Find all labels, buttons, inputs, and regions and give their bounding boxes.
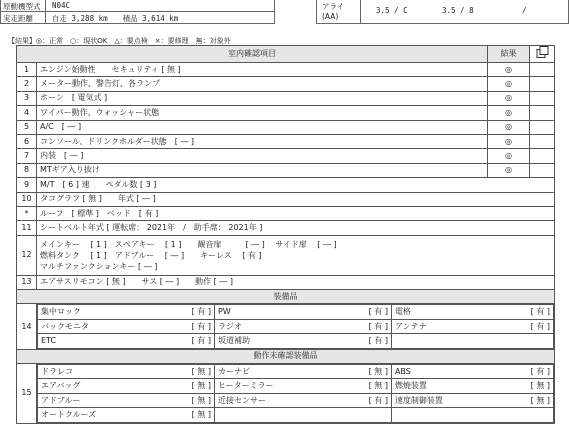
- row-result: ◎: [488, 106, 530, 120]
- unverified-value: [ 無 ]: [520, 393, 553, 407]
- equipment-value: [ 有 ]: [359, 319, 392, 333]
- header-rule: [0, 11, 275, 12]
- unverified-name: 速度制御装置: [391, 393, 520, 407]
- unverified-name: エアバッグ: [38, 379, 182, 393]
- row-number: 11: [17, 221, 37, 235]
- unverified-value: [ 有 ]: [359, 393, 392, 407]
- row-item: コンソール、ドリンクホルダー状態 [ ― ]: [37, 134, 488, 148]
- unverified-table: [37, 364, 554, 423]
- header-divider: [45, 0, 46, 24]
- row-result: ◎: [488, 77, 530, 91]
- table-row: [17, 120, 555, 134]
- unverified-name: [214, 408, 358, 422]
- row-number: 2: [17, 77, 37, 91]
- keys-line-1: メインキー [ 1 ] スペアキー [ 1 ] 観音扉 [ ― ] サイド扉 [ ― ]: [40, 239, 337, 249]
- header-right-divider: [360, 0, 361, 24]
- unverified-value: [ 無 ]: [182, 408, 215, 422]
- row-number: 15: [17, 364, 37, 424]
- vehicle-header: [0, 0, 569, 26]
- row-number: 12: [17, 235, 37, 275]
- row-extra: [530, 120, 555, 134]
- list-item: [38, 408, 554, 422]
- alignment-other: /: [522, 6, 527, 15]
- equipment-grid: [37, 304, 555, 349]
- table-row: [17, 163, 555, 177]
- row-number: 5: [17, 120, 37, 134]
- equipment-value: [ 有 ]: [520, 319, 553, 333]
- unverified-name: アドブルー: [38, 393, 182, 407]
- alignment-rear: 3.5 / 8: [442, 6, 474, 15]
- unverified-name: カーナビ: [214, 365, 358, 379]
- unverified-name: 燃焼装置: [391, 379, 520, 393]
- unverified-name: ドラレコ: [38, 365, 182, 379]
- list-item: [38, 393, 554, 407]
- equipment-value: [ 有 ]: [359, 305, 392, 319]
- row-item: エンジン始動性 セキュリティ [ 無 ]: [37, 63, 488, 77]
- list-item: [38, 305, 554, 319]
- unverified-value: [359, 408, 392, 422]
- keys-line-2: 燃料タンク [ 1 ] アドブルー [ ― ] キーレス [ 有 ]: [40, 250, 262, 260]
- table-row: [17, 221, 555, 235]
- equipment-table: [37, 304, 554, 348]
- model-value: N04C: [52, 1, 71, 10]
- unverified-value: [ 無 ]: [182, 379, 215, 393]
- equipment-block: [17, 304, 555, 349]
- alignment-front: 3.5 / C: [376, 6, 408, 15]
- unverified-block: [17, 364, 555, 424]
- result-legend: 【結果】◎：正常 ○：現状OK △：要点検 ×：要修理 無：対象外: [8, 37, 231, 45]
- equipment-value: [ 有 ]: [182, 319, 215, 333]
- row-result: ◎: [488, 163, 530, 177]
- row-extra: [530, 149, 555, 163]
- row-number: 3: [17, 91, 37, 105]
- equipment-value: [ 有 ]: [359, 334, 392, 348]
- row-extra: [530, 77, 555, 91]
- row-number: 4: [17, 106, 37, 120]
- unverified-header-row: [17, 349, 555, 363]
- mileage-value: 自走 3,288 km 積品 3,614 km: [52, 14, 179, 23]
- unverified-value: [ 無 ]: [182, 365, 215, 379]
- row-result: ◎: [488, 91, 530, 105]
- row-number: 7: [17, 149, 37, 163]
- row-number: *: [17, 206, 37, 220]
- row-number: 8: [17, 163, 37, 177]
- row-item: 内装 [ ― ]: [37, 149, 488, 163]
- unverified-value: [ 無 ]: [182, 393, 215, 407]
- equipment-value: [ 有 ]: [182, 305, 215, 319]
- unverified-name: ヒーターミラー: [214, 379, 358, 393]
- equipment-section-title: 装備品: [17, 290, 555, 304]
- list-item: [38, 334, 554, 348]
- equipment-name: 電格: [391, 305, 520, 319]
- table-row: [17, 178, 555, 192]
- table-row: [17, 275, 555, 289]
- equipment-name: 集中ロック: [38, 305, 182, 319]
- result-column-header: 結果: [488, 46, 530, 63]
- row-number: 6: [17, 134, 37, 148]
- table-row: [17, 77, 555, 91]
- copy-icon[interactable]: [530, 46, 555, 63]
- model-label: 原動機型式: [3, 2, 41, 11]
- equipment-name: PW: [214, 305, 358, 319]
- row-number: 14: [17, 304, 37, 349]
- row-number: 9: [17, 178, 37, 192]
- unverified-section-title: 動作未確認装備品: [17, 349, 555, 363]
- row-item: シートベルト年式 [ 運転席： 2021年 / 助手席： 2021年 ]: [37, 221, 555, 235]
- unverified-value: [ 有 ]: [520, 365, 553, 379]
- equipment-name: [391, 334, 520, 348]
- keys-row: [17, 235, 555, 275]
- equipment-value: [ 有 ]: [182, 334, 215, 348]
- row-item: MTギア入り抜け: [37, 163, 488, 177]
- row-item: A/C [ ― ]: [37, 120, 488, 134]
- row-extra: [530, 63, 555, 77]
- row-number: 10: [17, 192, 37, 206]
- list-item: [38, 365, 554, 379]
- row-item: ホーン [ 電気式 ]: [37, 91, 488, 105]
- unverified-name: 近接センサー: [214, 393, 358, 407]
- alignment-label: アライ: [322, 2, 345, 11]
- equipment-name: ETC: [38, 334, 182, 348]
- row-result: ◎: [488, 149, 530, 163]
- keys-line-3: マルチファンクションキー [ ― ]: [40, 261, 158, 271]
- unverified-value: [ 無 ]: [520, 379, 553, 393]
- table-row: [17, 134, 555, 148]
- row-item: タコグラフ [ 無 ] 年式 [ ― ]: [37, 192, 555, 206]
- equipment-name: バックモニタ: [38, 319, 182, 333]
- row-item: ルーフ [ 標準 ] ベッド [ 有 ]: [37, 206, 555, 220]
- table-row: [17, 206, 555, 220]
- row-extra: [530, 106, 555, 120]
- equipment-value: [ 有 ]: [520, 305, 553, 319]
- inspection-table: [16, 45, 555, 424]
- interior-header-row: [17, 46, 555, 63]
- row-item: メーター動作、警告灯、各ランプ: [37, 77, 488, 91]
- equipment-name: ラジオ: [214, 319, 358, 333]
- table-row: [17, 149, 555, 163]
- row-extra: [530, 91, 555, 105]
- unverified-value: [ 無 ]: [359, 379, 392, 393]
- row-result: ◎: [488, 134, 530, 148]
- row-extra: [530, 163, 555, 177]
- equipment-name: アンテナ: [391, 319, 520, 333]
- list-item: [38, 319, 554, 333]
- table-row: [17, 91, 555, 105]
- row-number: 1: [17, 63, 37, 77]
- equipment-value: [520, 334, 553, 348]
- table-row: [17, 192, 555, 206]
- row-result: ◎: [488, 63, 530, 77]
- unverified-name: オートクルーズ: [38, 408, 182, 422]
- equipment-header-row: [17, 290, 555, 304]
- equipment-name: 坂道補助: [214, 334, 358, 348]
- unverified-value: [ 無 ]: [359, 365, 392, 379]
- unverified-grid: [37, 364, 555, 424]
- unverified-name: [391, 408, 520, 422]
- row-item: エアサスリモコン [ 無 ] サス [ ― ] 動作 [ ― ]: [37, 275, 555, 289]
- row-number: 13: [17, 275, 37, 289]
- row-result: ◎: [488, 120, 530, 134]
- row-extra: [530, 134, 555, 148]
- keys-details: [37, 235, 555, 275]
- list-item: [38, 379, 554, 393]
- table-row: [17, 63, 555, 77]
- interior-section-title: 室内確認項目: [17, 46, 488, 63]
- unverified-value: [520, 408, 553, 422]
- row-item: ワイパー動作、ウォッシャー状態: [37, 106, 488, 120]
- row-item: M/T [ 6 ] 速 ペダル数 [ 3 ]: [37, 178, 555, 192]
- alignment-sublabel: (AA): [322, 12, 339, 21]
- table-row: [17, 106, 555, 120]
- mileage-label: 実走距離: [3, 14, 33, 23]
- unverified-name: ABS: [391, 365, 520, 379]
